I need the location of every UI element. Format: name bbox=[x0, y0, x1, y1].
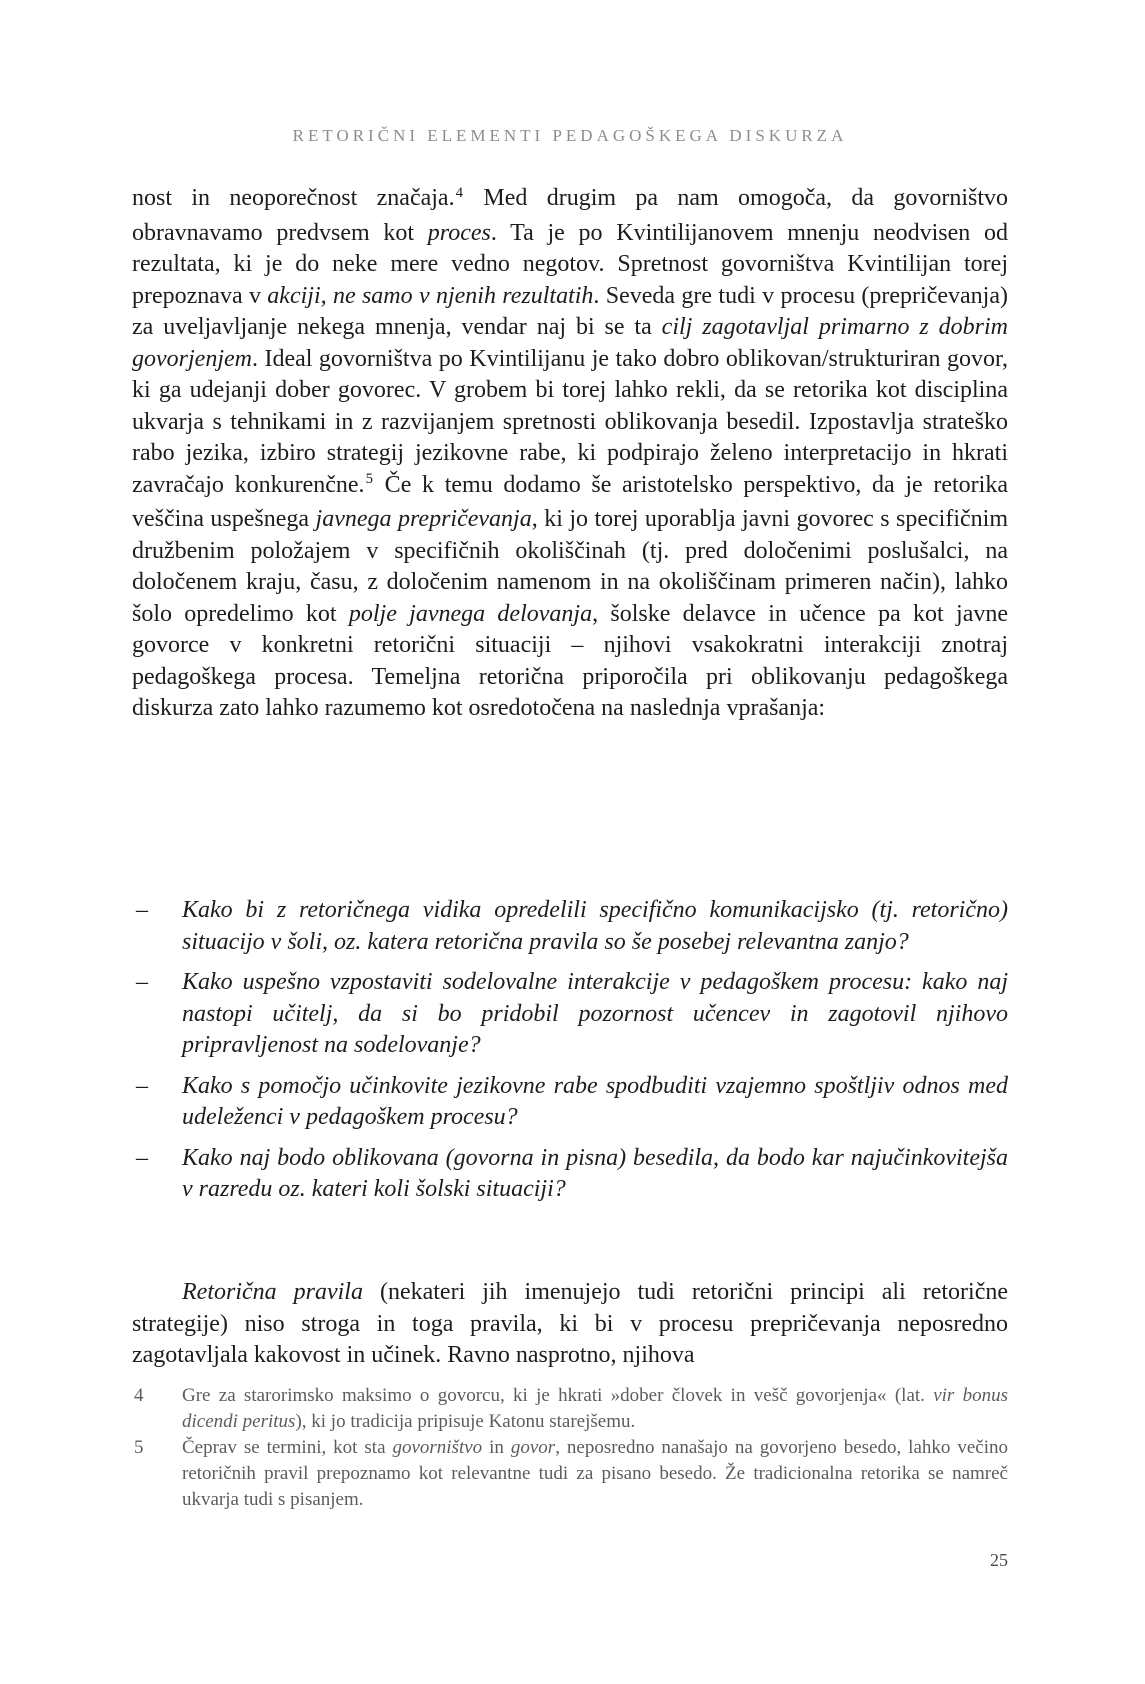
text-run: Retorična pravila bbox=[182, 1279, 363, 1305]
text-run: Med drugim pa nam omogoča, da govorništvo obravnavamo predvsem kot bbox=[132, 185, 1009, 246]
dash-bullet: – bbox=[136, 1072, 148, 1099]
text-run: , šolske delavce in učence pa kot javne govorce v konkretni retorični situaciji – njihovi vsakokratni interakciji znotraj pedagoškega procesa. Temeljna retorična priporočila pri oblikovanju pedagoškega diskurza zato lahko razumemo kot osredotočena na naslednja vprašanja: bbox=[132, 600, 1008, 721]
text-run: akciji, ne samo v njenih rezultatih bbox=[267, 282, 594, 309]
body-paragraph-closing bbox=[132, 1277, 1008, 1372]
question-list-item bbox=[132, 895, 1008, 958]
running-header-text: RETORIČNI ELEMENTI PEDAGOŠKEGA DISKURZA bbox=[292, 126, 848, 145]
text-run: Kako s pomočjo učinkovite jezikovne rabe spodbuditi vzajemno spoštljiv odnos med udeleženci v pedagoškem procesu? bbox=[182, 1072, 1008, 1130]
text-run: Kako naj bodo oblikovana (govorna in pisna) besedila, da bodo kar najučinkovitejša v razredu oz. kateri koli šolski situaciji? bbox=[182, 1144, 1008, 1202]
question-list bbox=[132, 895, 1008, 1215]
text-run: . Ideal govorništva po Kvintilijanu je tako dobro oblikovan/strukturiran govor, ki ga udejanji dober govorec. V grobem bi torej lahko rekli, da se retorika kot disciplina ukvarja s tehnikami in z razvijanjem spretnosti oblikovanja besedil. Izpostavlja strateško rabo jezika, izbiro strategij jezikovne rabe, ki podpirajo želeno interpretacijo in hkrati zavračajo konkurenčne. bbox=[132, 345, 1008, 498]
text-run: in bbox=[482, 1437, 511, 1458]
text-run: Kako uspešno vzpostaviti sodelovalne interakcije v pedagoškem procesu: kako naj nastopi učitelj, da si bo pridobil pozornost učencev in zagotovil njihovo pripravljenost na sodelovanje? bbox=[182, 969, 1008, 1058]
footnotes-section bbox=[132, 1383, 1008, 1513]
text-run: vir bonus dicendi peritus bbox=[182, 1385, 1008, 1432]
text-run: Če k temu dodamo še aristotelsko perspektivo, da je retorika veščina uspešnega bbox=[132, 471, 1008, 532]
text-run: Čeprav se termini, kot sta bbox=[182, 1437, 393, 1458]
dash-bullet: – bbox=[136, 969, 148, 995]
text-run: cilj zagotavljal primarno z dobrim govorjenjem bbox=[132, 314, 1009, 372]
footnote-number: 4 bbox=[134, 1385, 144, 1406]
text-run: nost in neoporečnost značaja. bbox=[132, 185, 455, 211]
dash-bullet: – bbox=[136, 1144, 148, 1171]
text-run: Gre za starorimsko maksimo o govorcu, ki je hkrati »dober človek in vešč govorjenja« (lat. bbox=[182, 1385, 934, 1406]
text-run: polje javnega delovanja bbox=[348, 600, 593, 627]
footnote bbox=[132, 1435, 1008, 1513]
text-run: . Seveda gre tudi v procesu (prepričevanja) za uveljavljanje nekega mnenja, vendar naj bi se ta bbox=[132, 282, 1008, 340]
text-run: ), ki jo tradicija pripisuje Katonu starejšemu. bbox=[295, 1411, 636, 1432]
text-run: javnega prepričevanja bbox=[315, 506, 532, 532]
text-run: proces bbox=[427, 219, 491, 246]
text-run: (nekateri jih imenujejo tudi retorični principi ali retorične strategije) niso stroga in toga pravila, ki bi v procesu prepričevanja neposredno zagotavljala kakovost in učinek. Ravno nasprotno, njihova bbox=[132, 1279, 1009, 1368]
text-run: . Ta je po Kvintilijanovem mnenju neodvisen od rezultata, ki je do neke mere vedno negotov. Spretnost govorništva Kvintilijan torej prepoznava v bbox=[132, 219, 1009, 309]
text-run: govorništvo bbox=[392, 1437, 483, 1458]
dash-bullet: – bbox=[136, 897, 148, 923]
footnote bbox=[132, 1383, 1008, 1435]
page-number: 25 bbox=[990, 1550, 1008, 1570]
running-header bbox=[132, 126, 1008, 146]
text-run: , neposredno nanašajo na govorjeno besedo, lahko večino retoričnih pravil prepoznamo kot relevantne tudi za pisano besedo. Že tradicionalna retorika se namreč ukvarja tudi s pisanjem. bbox=[182, 1437, 1008, 1510]
footnote-reference: 4 bbox=[455, 184, 464, 201]
question-list-item bbox=[132, 1071, 1008, 1134]
footnote-reference: 5 bbox=[365, 471, 373, 488]
body-paragraph-main bbox=[132, 183, 1008, 725]
text-run: , ki jo torej uporablja javni govorec s specifičnim družbenim položajem v specifičnih okoliščinah (tj. pred določenimi poslušalci, na določenem kraju, času, z določenim namenom in na okoliščinam primeren način), lahko šolo opredelimo kot bbox=[132, 506, 1008, 627]
text-run: govor bbox=[510, 1437, 556, 1458]
question-list-item bbox=[132, 967, 1008, 1062]
text-run: Kako bi z retoričnega vidika opredelili specifično komunikacijsko (tj. retorično) situacijo v šoli, oz. katera retorična pravila so še posebej relevantna zanjo? bbox=[182, 897, 1008, 955]
footnote-number: 5 bbox=[134, 1437, 144, 1458]
question-list-item bbox=[132, 1143, 1008, 1206]
